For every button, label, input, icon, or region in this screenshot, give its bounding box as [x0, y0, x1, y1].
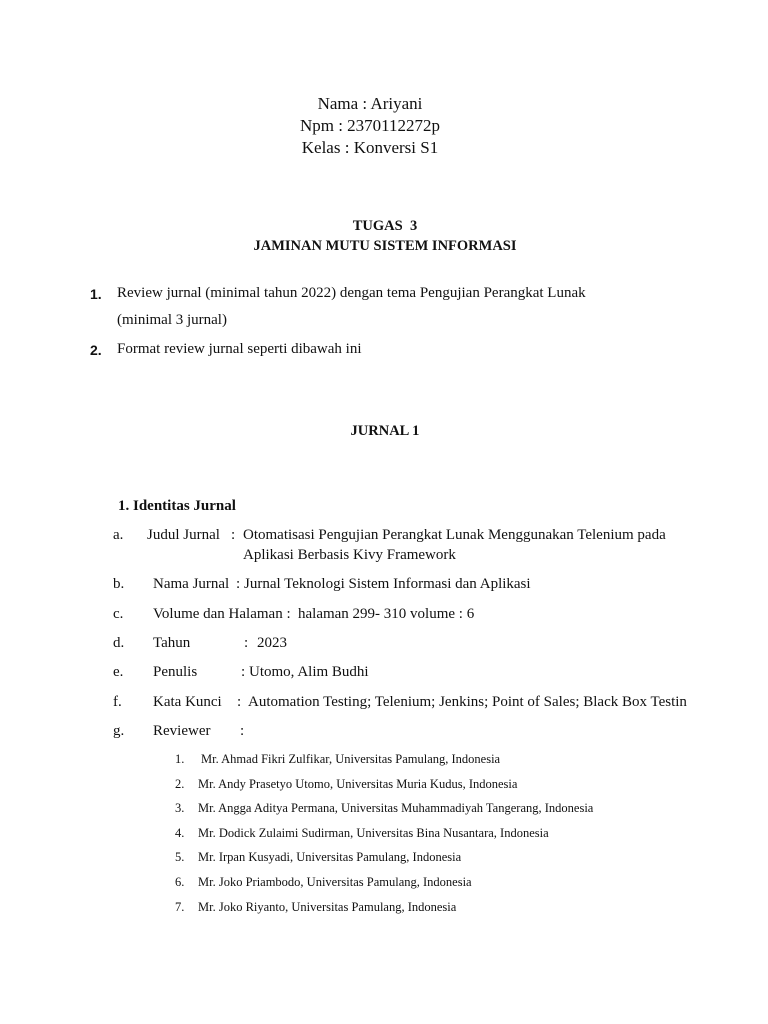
section-title: 1. Identitas Jurnal: [118, 498, 236, 514]
reviewer-name: Mr. Ahmad Fikri Zulfikar, Universitas Pamulang, Indonesia: [201, 752, 501, 766]
item-separator: :: [231, 527, 236, 543]
reviewer-name: Mr. Joko Priambodo, Universitas Pamulang, Indonesia: [198, 875, 472, 889]
item-label: Judul Jurnal: [147, 527, 220, 543]
item-label: Kata Kunci: [153, 694, 222, 710]
reviewer-name: Mr. Andy Prasetyo Utomo, Universitas Muria Kudus, Indonesia: [198, 777, 518, 791]
item-label: Nama Jurnal: [153, 576, 230, 592]
item-value-continuation: Aplikasi Berbasis Kivy Framework: [243, 547, 456, 563]
assignment-title: TUGAS 3: [352, 218, 418, 234]
item-value: Automation Testing; Telenium; Jenkins; Point of Sales; Black Box Testin: [248, 694, 687, 710]
reviewer-name: Mr. Irpan Kusyadi, Universitas Pamulang, Indonesia: [198, 850, 462, 864]
student-class: Kelas : Konversi S1: [301, 138, 439, 157]
reviewer-number: 1.: [175, 752, 185, 766]
item-value: halaman 299- 310 volume : 6: [298, 606, 475, 622]
reviewer-number: 3.: [175, 801, 185, 815]
item-label: Tahun: [153, 635, 191, 651]
reviewer-name: Mr. Dodick Zulaimi Sudirman, Universitas Bina Nusantara, Indonesia: [198, 826, 549, 840]
item-letter: g.: [113, 723, 125, 739]
reviewer-number: 5.: [175, 850, 185, 864]
reviewer-name: Mr. Angga Aditya Permana, Universitas Muhammadiyah Tangerang, Indonesia: [198, 801, 594, 815]
reviewer-name: Mr. Joko Riyanto, Universitas Pamulang, Indonesia: [198, 900, 457, 914]
item-label: Volume dan Halaman :: [153, 606, 291, 622]
item-letter: f.: [113, 694, 122, 710]
item-value: Otomatisasi Pengujian Perangkat Lunak Menggunakan Telenium pada: [243, 527, 666, 543]
student-npm: Npm : 2370112272p: [299, 116, 441, 135]
task-number: 1.: [90, 286, 102, 302]
item-label: Reviewer: [153, 723, 211, 739]
item-separator: :: [241, 664, 246, 680]
item-value: 2023: [257, 635, 287, 651]
task-text: Review jurnal (minimal tahun 2022) dengan tema Pengujian Perangkat Lunak: [117, 285, 586, 301]
student-name: Nama : Ariyani: [317, 94, 423, 113]
item-separator: :: [237, 694, 242, 710]
item-letter: c.: [113, 606, 124, 622]
task-number: 2.: [90, 342, 102, 358]
item-label: Penulis: [153, 664, 198, 680]
item-letter: e.: [113, 664, 124, 680]
item-value: Jurnal Teknologi Sistem Informasi dan Aplikasi: [244, 576, 531, 592]
reviewer-number: 2.: [175, 777, 185, 791]
item-separator: :: [240, 723, 245, 739]
item-separator: :: [244, 635, 249, 651]
item-separator: :: [236, 576, 241, 592]
reviewer-number: 4.: [175, 826, 185, 840]
item-letter: a.: [113, 527, 124, 543]
item-letter: d.: [113, 635, 125, 651]
reviewer-number: 6.: [175, 875, 185, 889]
item-letter: b.: [113, 576, 125, 592]
task-text-continuation: (minimal 3 jurnal): [117, 312, 227, 328]
item-value: Utomo, Alim Budhi: [249, 664, 369, 680]
journal-heading: JURNAL 1: [350, 423, 420, 439]
assignment-subtitle: JAMINAN MUTU SISTEM INFORMASI: [253, 238, 517, 254]
reviewer-number: 7.: [175, 900, 185, 914]
task-text: Format review jurnal seperti dibawah ini: [117, 341, 362, 357]
